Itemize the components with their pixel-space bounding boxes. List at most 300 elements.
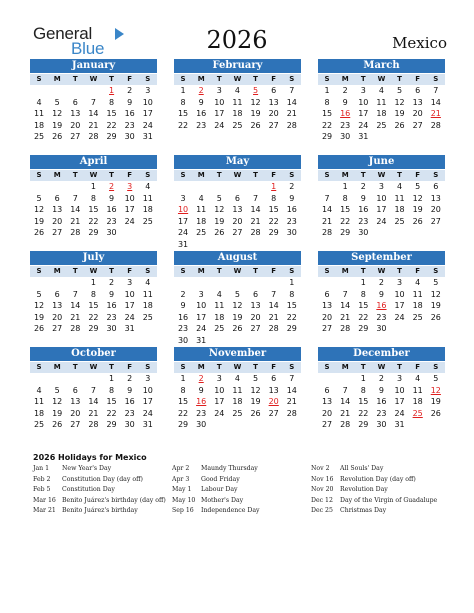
day-cell — [427, 239, 445, 251]
day-cell: 3 — [216, 374, 222, 383]
day-cell: 23 — [196, 120, 207, 130]
weekday-label: S — [324, 171, 330, 179]
day-cell — [121, 227, 139, 239]
weekday-label: T — [253, 267, 258, 275]
week-row — [174, 108, 301, 120]
holiday-entry — [172, 485, 260, 496]
day-cell: 18 — [376, 109, 387, 118]
holiday-date: 21 — [430, 109, 441, 118]
day-cell: 22 — [177, 408, 189, 418]
day-cell — [391, 131, 409, 143]
week-row — [318, 131, 445, 143]
weekday-label: W — [233, 75, 242, 83]
weekday-label: S — [36, 171, 42, 179]
day-cell: 2 — [109, 278, 115, 287]
day-cell: 1 — [109, 374, 115, 383]
day-cell — [283, 431, 301, 443]
day-cell: 30 — [340, 132, 351, 141]
day-cell: 8 — [360, 289, 366, 299]
day-cell: 6 — [54, 289, 60, 299]
day-cell: 20 — [70, 408, 81, 418]
day-cell — [103, 143, 121, 155]
holiday-entry-name: Labour Day — [201, 486, 238, 493]
day-cell — [427, 227, 445, 239]
day-cell — [30, 181, 48, 193]
week-row — [318, 300, 445, 312]
day-cell: 26 — [232, 324, 243, 333]
day-cell: 23 — [340, 120, 351, 130]
holiday-column — [311, 464, 437, 517]
day-cell: 28 — [88, 420, 99, 429]
holiday-entry-name: Constitution Day (day off) — [62, 475, 143, 483]
day-cell: 26 — [52, 132, 63, 141]
day-cell: 27 — [412, 120, 423, 130]
day-cell: 16 — [106, 301, 117, 310]
day-cell: 12 — [250, 97, 261, 107]
day-cell: 9 — [127, 97, 133, 107]
day-cell — [409, 143, 427, 155]
month-title: September — [318, 251, 445, 265]
holiday-entry — [33, 485, 166, 496]
weekday-label: S — [433, 267, 439, 275]
day-cell: 20 — [412, 109, 423, 118]
day-cell: 5 — [54, 97, 60, 107]
day-cell: 19 — [232, 312, 243, 322]
week-row — [318, 239, 445, 251]
day-cell: 13 — [250, 301, 261, 310]
holiday-date: 20 — [268, 397, 279, 406]
day-cell — [427, 143, 445, 155]
weekday-label: T — [216, 75, 222, 83]
weekday-label: T — [360, 363, 366, 371]
day-cell: 11 — [33, 397, 45, 406]
day-cell — [228, 419, 246, 431]
day-cell: 23 — [376, 312, 387, 322]
day-cell: 20 — [70, 120, 81, 130]
day-cell: 21 — [340, 312, 351, 322]
weekday-label: F — [415, 363, 421, 371]
weekday-label: M — [197, 75, 205, 83]
day-cell: 14 — [340, 301, 351, 310]
day-cell: 14 — [88, 109, 99, 118]
day-cell: 29 — [321, 132, 333, 141]
week-row — [174, 85, 301, 97]
day-cell: 23 — [358, 216, 369, 226]
week-row — [318, 181, 445, 193]
day-cell — [174, 131, 192, 143]
holiday-date: 10 — [177, 205, 189, 214]
day-cell — [30, 431, 48, 443]
day-cell — [139, 239, 157, 251]
week-row — [318, 97, 445, 109]
day-cell — [30, 335, 48, 347]
day-cell: 21 — [340, 408, 351, 418]
week-row — [174, 204, 301, 216]
holiday-date: 2 — [198, 374, 204, 383]
weekday-header-row — [174, 266, 301, 277]
day-cell — [318, 277, 336, 289]
weekday-header-row — [174, 170, 301, 181]
day-cell: 14 — [70, 205, 81, 214]
day-cell — [210, 143, 228, 155]
week-row — [318, 216, 445, 228]
day-cell: 17 — [214, 397, 225, 406]
day-cell — [228, 143, 246, 155]
day-cell: 8 — [360, 385, 366, 395]
day-cell: 20 — [52, 312, 63, 322]
day-cell — [210, 239, 228, 251]
weekday-label: T — [360, 267, 366, 275]
week-row — [318, 120, 445, 132]
holiday-entry-name: Independence Day — [201, 507, 260, 514]
day-cell: 6 — [324, 385, 330, 395]
holiday-date: 2 — [198, 86, 204, 95]
holiday-entry-date: Mar 21 — [33, 507, 56, 514]
day-cell: 29 — [88, 228, 99, 237]
weekday-header-row — [30, 266, 157, 277]
day-cell: 3 — [378, 182, 384, 191]
day-cell: 14 — [88, 397, 99, 406]
holiday-entry-date: Feb 2 — [33, 475, 51, 483]
day-cell: 1 — [90, 278, 96, 287]
day-cell: 4 — [415, 278, 421, 287]
day-cell: 31 — [142, 132, 153, 141]
day-cell: 17 — [214, 109, 225, 118]
holiday-entry — [33, 496, 166, 507]
weekday-header-row — [318, 362, 445, 373]
day-cell — [210, 131, 228, 143]
day-cell: 25 — [33, 132, 45, 141]
day-cell — [409, 323, 427, 335]
day-cell — [210, 335, 228, 347]
day-cell: 24 — [394, 312, 405, 322]
day-cell: 23 — [124, 120, 135, 130]
day-cell — [174, 431, 192, 443]
week-row — [174, 289, 301, 301]
day-cell — [336, 335, 354, 347]
week-row — [174, 181, 301, 193]
day-cell: 12 — [250, 385, 261, 395]
day-cell: 28 — [340, 420, 351, 429]
day-cell — [336, 373, 354, 385]
day-cell: 28 — [340, 324, 351, 333]
day-cell: 16 — [177, 312, 189, 322]
day-cell — [192, 181, 210, 193]
weekday-label: F — [127, 363, 133, 371]
day-cell — [318, 181, 336, 193]
holiday-entry-date: Nov 20 — [311, 486, 334, 493]
day-cell: 2 — [378, 278, 384, 287]
holiday-entry — [172, 496, 260, 507]
day-cell — [210, 419, 228, 431]
weekday-label: T — [109, 75, 114, 83]
day-cell: 3 — [180, 193, 186, 203]
month-title: February — [174, 59, 301, 73]
holiday-entry-name: Mother's Day — [201, 496, 244, 504]
day-cell — [265, 431, 283, 443]
day-cell: 30 — [124, 420, 135, 429]
day-cell: 9 — [109, 193, 115, 203]
day-cell: 1 — [360, 278, 366, 287]
weekday-header-row — [30, 170, 157, 181]
day-cell — [247, 143, 265, 155]
week-row — [318, 108, 445, 120]
day-cell: 13 — [70, 109, 81, 118]
day-cell: 20 — [268, 109, 279, 118]
day-cell: 18 — [142, 205, 153, 214]
day-cell: 9 — [180, 301, 186, 310]
weekday-label: F — [271, 267, 277, 275]
day-cell: 27 — [430, 216, 441, 226]
week-row — [30, 408, 157, 420]
day-cell: 2 — [342, 86, 348, 95]
day-cell — [318, 431, 336, 443]
holiday-entry — [33, 475, 166, 486]
holiday-entry-date: Nov 16 — [311, 475, 334, 483]
weekday-label: F — [271, 171, 277, 179]
day-cell: 24 — [376, 216, 387, 226]
week-row — [30, 373, 157, 385]
day-cell: 15 — [268, 205, 279, 214]
day-cell: 15 — [106, 397, 117, 406]
weekday-label: T — [72, 363, 78, 371]
day-cell: 24 — [196, 324, 207, 333]
day-cell: 18 — [412, 301, 423, 310]
day-cell: 25 — [232, 408, 243, 418]
day-cell: 11 — [196, 205, 207, 214]
weekday-label: S — [433, 171, 439, 179]
day-cell: 28 — [430, 120, 441, 130]
weekday-label: M — [53, 171, 61, 179]
day-cell: 13 — [268, 385, 279, 395]
week-row — [318, 204, 445, 216]
day-cell — [66, 239, 84, 251]
holiday-entry-date: Sep 16 — [172, 507, 194, 514]
day-cell — [139, 323, 157, 335]
day-cell — [30, 277, 48, 289]
day-cell — [103, 239, 121, 251]
weekday-label: W — [233, 363, 242, 371]
weekday-label: F — [127, 75, 133, 83]
month-title: August — [174, 251, 301, 265]
day-cell — [210, 277, 228, 289]
day-cell: 14 — [340, 397, 351, 406]
weekday-label: S — [433, 75, 439, 83]
week-row — [174, 227, 301, 239]
weekday-label: T — [72, 267, 78, 275]
day-cell: 28 — [286, 408, 297, 418]
day-cell: 22 — [177, 120, 189, 130]
day-cell: 6 — [54, 193, 60, 203]
weekday-label: W — [89, 267, 98, 275]
day-cell — [84, 143, 102, 155]
day-cell: 13 — [412, 97, 423, 107]
day-cell: 23 — [106, 312, 117, 322]
day-cell: 9 — [109, 289, 115, 299]
day-cell: 11 — [232, 97, 243, 107]
weekday-label: W — [89, 171, 98, 179]
day-cell: 5 — [36, 193, 42, 203]
day-cell: 19 — [33, 216, 45, 226]
day-cell: 2 — [127, 86, 133, 95]
day-cell: 18 — [412, 397, 423, 406]
holiday-date: 1 — [109, 86, 115, 95]
day-cell: 29 — [106, 420, 117, 429]
day-cell: 19 — [394, 109, 405, 118]
day-cell: 7 — [433, 86, 439, 95]
day-cell: 28 — [88, 132, 99, 141]
day-cell — [210, 431, 228, 443]
day-cell — [318, 239, 336, 251]
week-row — [30, 108, 157, 120]
weekday-label: W — [377, 75, 386, 83]
day-cell — [372, 335, 390, 347]
day-cell: 27 — [321, 420, 333, 429]
day-cell: 20 — [52, 216, 63, 226]
day-cell — [409, 227, 427, 239]
day-cell — [318, 373, 336, 385]
day-cell: 15 — [358, 301, 369, 310]
day-cell — [247, 181, 265, 193]
day-cell: 10 — [214, 385, 225, 395]
day-cell: 10 — [376, 193, 387, 203]
day-cell — [318, 143, 336, 155]
day-cell: 20 — [321, 312, 333, 322]
day-cell: 5 — [54, 385, 60, 395]
day-cell — [30, 85, 48, 97]
day-cell: 7 — [253, 193, 259, 203]
day-cell: 4 — [145, 182, 151, 191]
week-row — [30, 289, 157, 301]
day-cell — [265, 131, 283, 143]
day-cell — [409, 239, 427, 251]
day-cell: 25 — [33, 420, 45, 429]
holiday-entry-name: All Souls' Day — [340, 465, 384, 472]
week-row — [318, 277, 445, 289]
weekday-label: S — [145, 267, 151, 275]
week-row — [318, 323, 445, 335]
day-cell: 16 — [106, 205, 117, 214]
day-cell: 4 — [145, 278, 151, 287]
day-cell: 19 — [412, 205, 423, 214]
day-cell — [66, 85, 84, 97]
logo-text-general: General — [33, 24, 93, 43]
calendar-year: 2026 — [206, 26, 268, 54]
day-cell: 11 — [412, 289, 423, 299]
weekday-label: S — [145, 171, 151, 179]
day-cell — [84, 373, 102, 385]
weekday-header-row — [174, 74, 301, 85]
weekday-label: T — [72, 171, 78, 179]
holiday-date: 2 — [109, 182, 115, 191]
day-cell: 18 — [33, 408, 45, 418]
week-row — [30, 131, 157, 143]
day-cell — [84, 431, 102, 443]
week-row — [30, 97, 157, 109]
holiday-entry — [172, 464, 260, 475]
day-cell: 26 — [394, 120, 405, 130]
day-cell: 16 — [124, 109, 135, 118]
day-cell — [265, 419, 283, 431]
holiday-entry — [33, 464, 166, 475]
day-cell — [336, 239, 354, 251]
day-cell: 3 — [397, 278, 403, 287]
holiday-entry-name: Good Friday — [201, 475, 240, 483]
day-cell — [409, 419, 427, 431]
day-cell — [336, 431, 354, 443]
day-cell: 6 — [433, 182, 439, 191]
day-cell: 24 — [124, 216, 135, 226]
day-cell: 21 — [70, 216, 81, 226]
holiday-entry-date: May 1 — [172, 486, 192, 493]
day-cell: 14 — [268, 301, 279, 310]
week-row — [30, 85, 157, 97]
day-cell: 11 — [142, 289, 153, 299]
weekday-label: F — [415, 75, 421, 83]
month-november — [174, 347, 301, 437]
day-cell: 21 — [70, 312, 81, 322]
day-cell: 26 — [33, 324, 45, 333]
week-row — [30, 143, 157, 155]
day-cell: 30 — [124, 132, 135, 141]
day-cell: 26 — [52, 420, 63, 429]
holiday-date: 16 — [376, 301, 387, 310]
day-cell — [48, 373, 66, 385]
day-cell — [354, 239, 372, 251]
day-cell — [30, 143, 48, 155]
week-row — [174, 239, 301, 251]
month-december — [318, 347, 445, 437]
day-cell: 24 — [142, 120, 153, 130]
day-cell: 28 — [250, 228, 261, 237]
day-cell: 11 — [232, 385, 243, 395]
day-cell — [247, 335, 265, 347]
day-cell: 22 — [88, 312, 99, 322]
day-cell — [427, 131, 445, 143]
day-cell — [391, 143, 409, 155]
day-cell: 21 — [88, 120, 99, 130]
day-cell — [228, 181, 246, 193]
day-cell: 12 — [430, 289, 441, 299]
day-cell: 26 — [250, 408, 261, 418]
day-cell: 31 — [177, 239, 189, 249]
day-cell — [372, 143, 390, 155]
day-cell — [247, 277, 265, 289]
week-row — [30, 227, 157, 239]
day-cell: 20 — [321, 408, 333, 418]
weekday-label: F — [127, 267, 133, 275]
weekday-label: T — [397, 171, 402, 179]
day-cell: 7 — [289, 374, 295, 383]
day-cell: 4 — [216, 289, 222, 299]
day-cell — [48, 335, 66, 347]
day-cell: 24 — [177, 228, 189, 237]
day-cell — [391, 431, 409, 443]
day-cell — [210, 181, 228, 193]
day-cell: 13 — [321, 397, 333, 406]
day-cell — [228, 131, 246, 143]
day-cell: 18 — [394, 205, 405, 214]
day-cell: 8 — [289, 289, 295, 299]
day-cell: 28 — [268, 324, 279, 333]
day-cell — [372, 227, 390, 239]
weekday-label: S — [324, 75, 330, 83]
weekday-header-row — [30, 74, 157, 85]
day-cell — [247, 419, 265, 431]
day-cell: 15 — [340, 205, 351, 214]
day-cell: 8 — [109, 385, 115, 395]
day-cell: 28 — [70, 324, 81, 333]
